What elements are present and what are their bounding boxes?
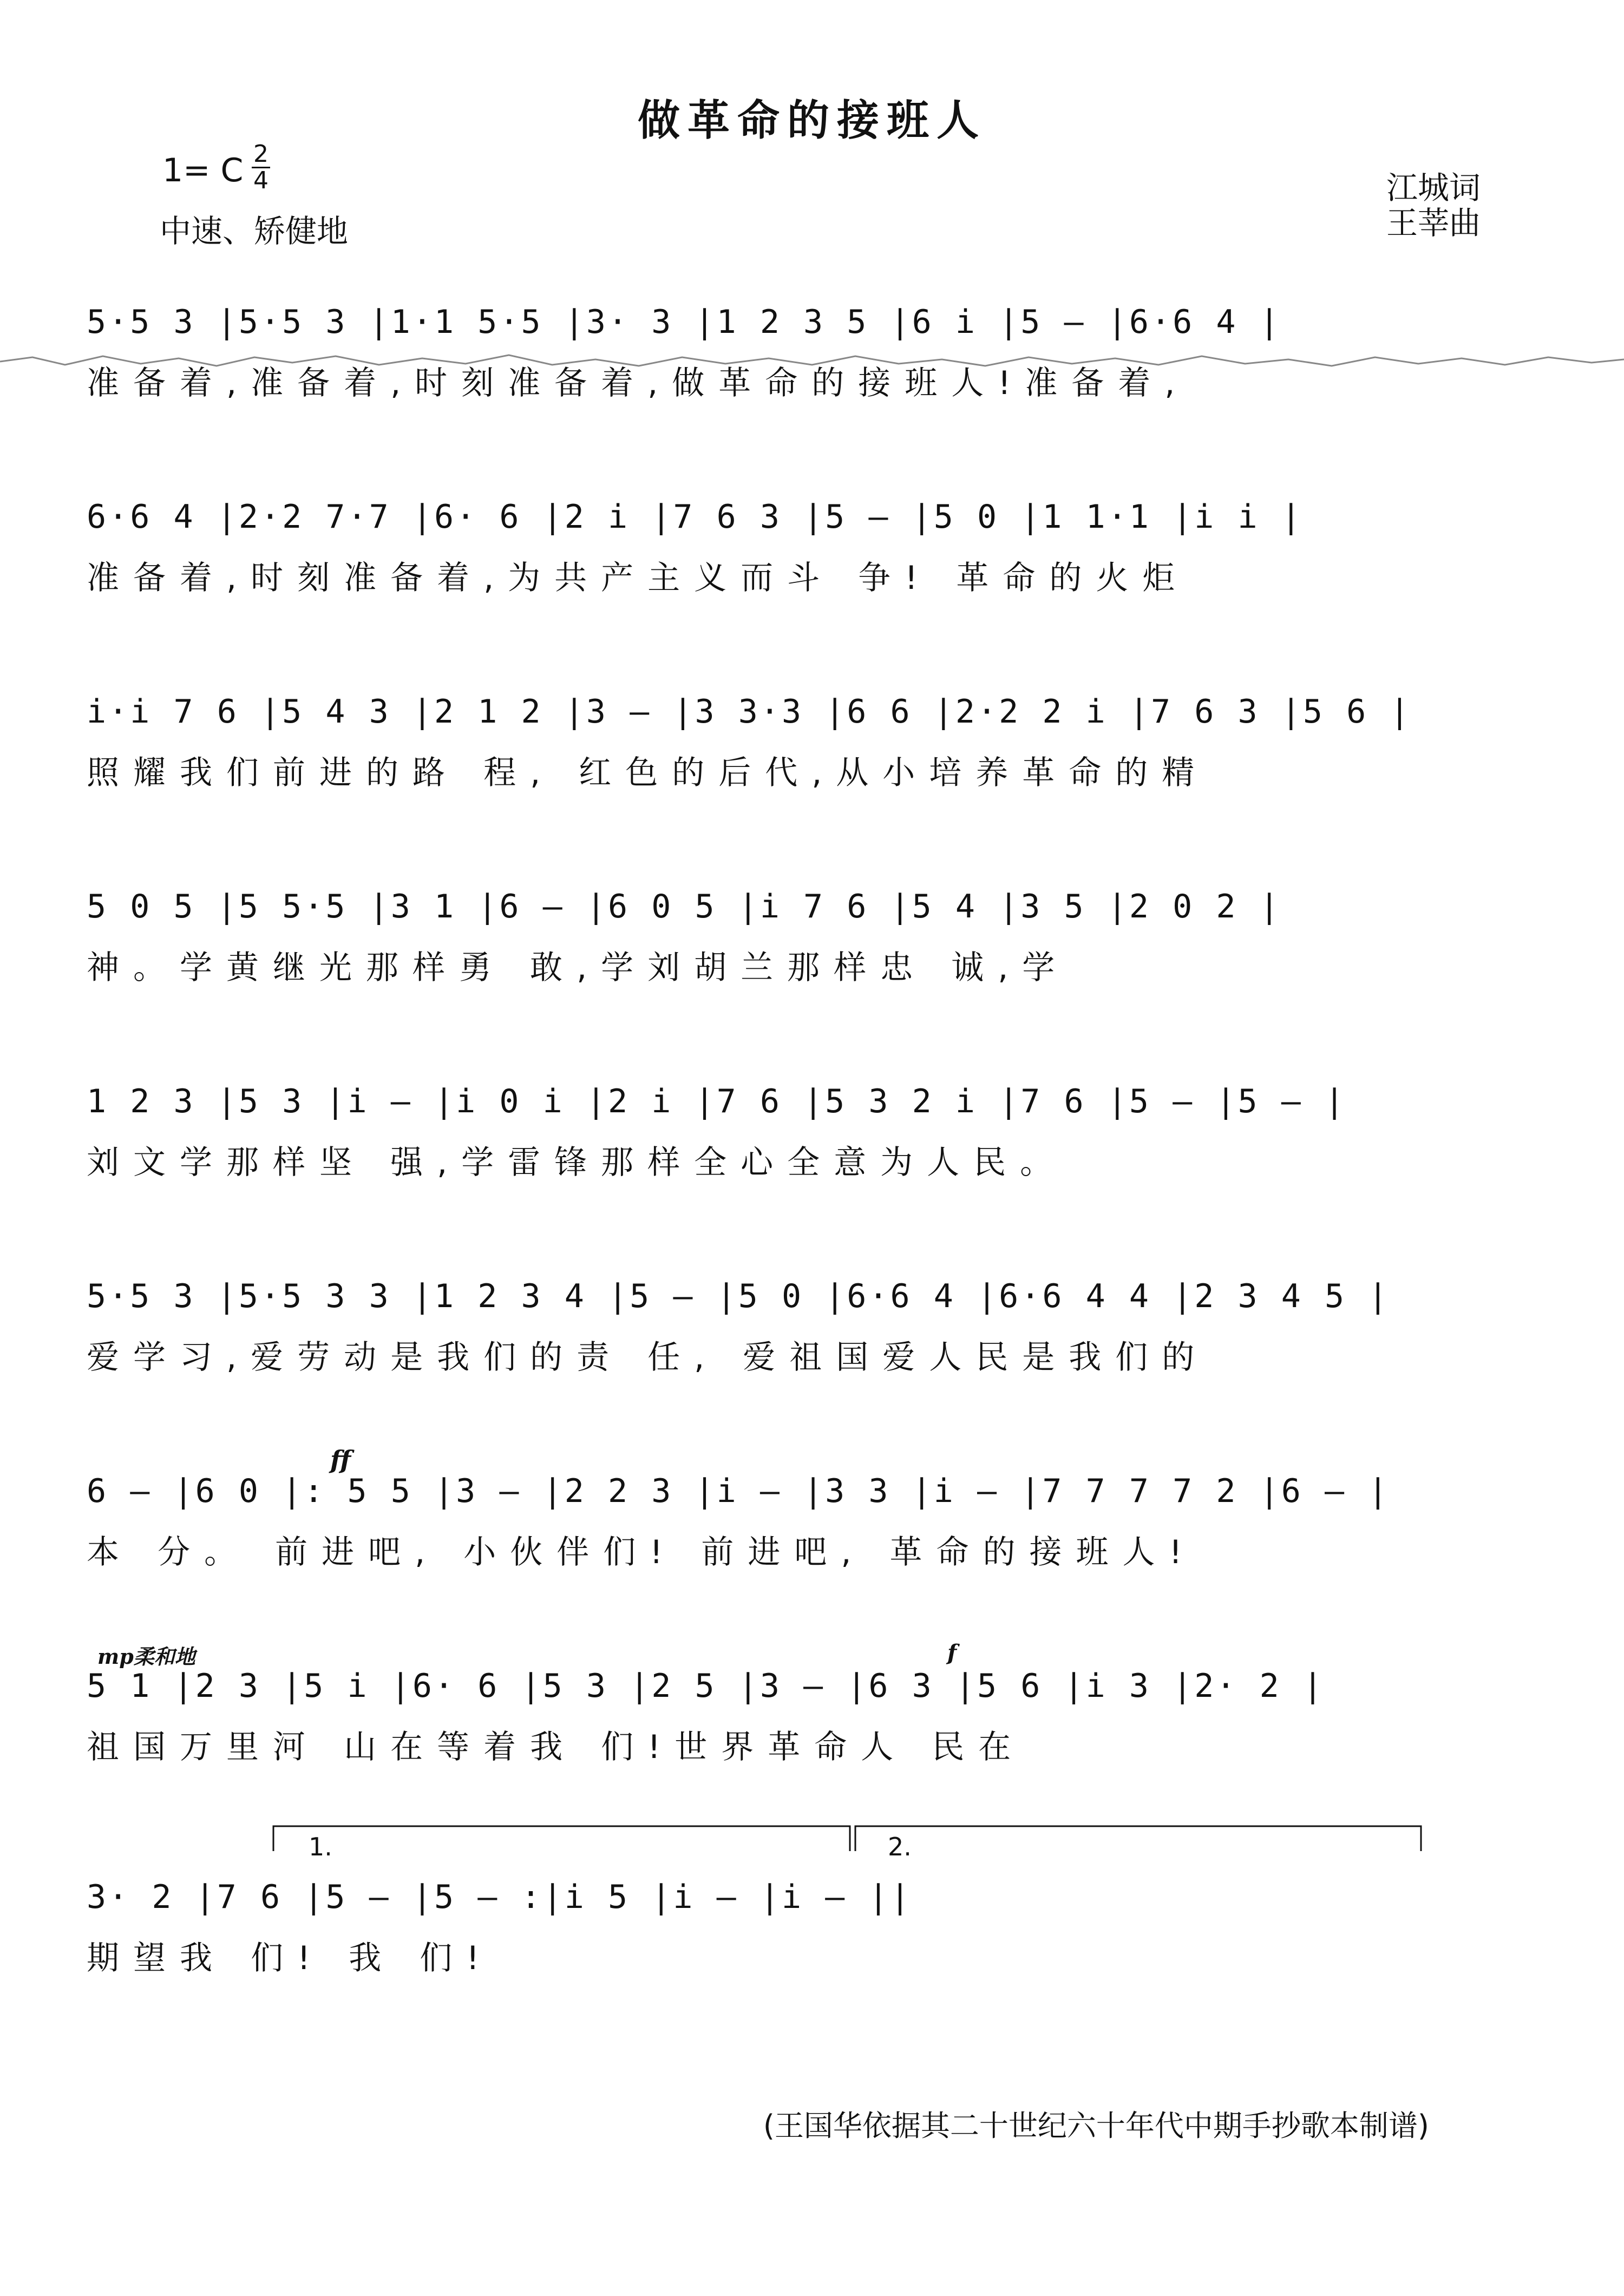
notation-line: 1 2 3 |5 3 |i – |i 0 i |2 i |7 6 |5 3 2 i |7 6 |5 – |5 – | xyxy=(87,1083,1347,1120)
lyrics-line: 准备着,时刻准备着,为共产主义而斗 争! 革命的火炬 xyxy=(87,559,1189,597)
ending-brackets xyxy=(0,1824,1624,1857)
lyrics-line: 准备着,准备着,时刻准备着,做革命的接班人!准备着, xyxy=(87,364,1189,402)
tempo-marking: 中速、矫健地 xyxy=(160,213,349,250)
torn-paper-edge xyxy=(0,352,1624,371)
time-signature-top: 2 xyxy=(253,140,269,168)
first-ending-label: 1. xyxy=(309,1832,332,1861)
second-ending-label: 2. xyxy=(888,1832,912,1861)
notation-line: 5 0 5 |5 5·5 |3 1 |6 – |6 0 5 |i 7 6 |5 4 |3 5 |2 0 2 | xyxy=(87,888,1281,926)
lyricist-credit: 江城词 xyxy=(1386,169,1481,206)
dynamic-f: f xyxy=(947,1640,957,1665)
lyrics-line: 祖国万里河 山在等着我 们!世界革命人 民在 xyxy=(87,1728,1025,1766)
notation-line: 5·5 3 |5·5 3 |1·1 5·5 |3· 3 |1 2 3 5 |6 i |5 – |6·6 4 | xyxy=(87,303,1281,341)
notation-line: 5·5 3 |5·5 3 3 |1 2 3 4 |5 – |5 0 |6·6 4 |6·6 4 4 |2 3 4 5 | xyxy=(87,1277,1390,1315)
key-signature: 1= C xyxy=(162,152,244,189)
lyrics-line: 刘文学那样坚 强,学雷锋那样全心全意为人民。 xyxy=(87,1144,1067,1182)
lyrics-line: 照耀我们前进的路 程, 红色的后代,从小培养革命的精 xyxy=(87,754,1209,792)
notation-line: 6·6 4 |2·2 7·7 |6· 6 |2 i |7 6 3 |5 – |5 0 |1 1·1 |i i | xyxy=(87,498,1303,536)
source-footnote: (王国华依据其二十世纪六十年代中期手抄歌本制谱) xyxy=(763,2109,1429,2143)
notation-line: i·i 7 6 |5 4 3 |2 1 2 |3 – |3 3·3 |6 6 |2·2 2 i |7 6 3 |5 6 | xyxy=(87,693,1412,731)
lyrics-line: 神。学黄继光那样勇 敢,学刘胡兰那样忠 诚,学 xyxy=(87,949,1069,987)
lyrics-line: 爱学习,爱劳动是我们的责 任, 爱祖国爱人民是我们的 xyxy=(87,1339,1209,1376)
notation-line: 5 1 |2 3 |5 i |6· 6 |5 3 |2 5 |3 – |6 3 |5 6 |i 3 |2· 2 | xyxy=(87,1667,1325,1705)
notation-line: 6 – |6 0 |: 5 5 |3 – |2 2 3 |i – |3 3 |i – |7 7 7 7 2 |6 – | xyxy=(87,1472,1390,1510)
notation-line: 3· 2 |7 6 |5 – |5 – :|i 5 |i – |i – || xyxy=(87,1878,912,1916)
lyrics-line: 本 分。 前进吧, 小伙伴们! 前进吧, 革命的接班人! xyxy=(87,1533,1196,1571)
time-signature xyxy=(250,142,272,193)
dynamic-ff: ff xyxy=(330,1445,351,1474)
composer-credit: 王莘曲 xyxy=(1386,205,1481,241)
lyrics-line: 期望我 们! 我 们! xyxy=(87,1939,494,1977)
dynamic-mp: mp柔和地 xyxy=(97,1644,195,1669)
time-signature-bottom: 4 xyxy=(253,167,269,194)
song-title: 做革命的接班人 xyxy=(637,96,986,145)
